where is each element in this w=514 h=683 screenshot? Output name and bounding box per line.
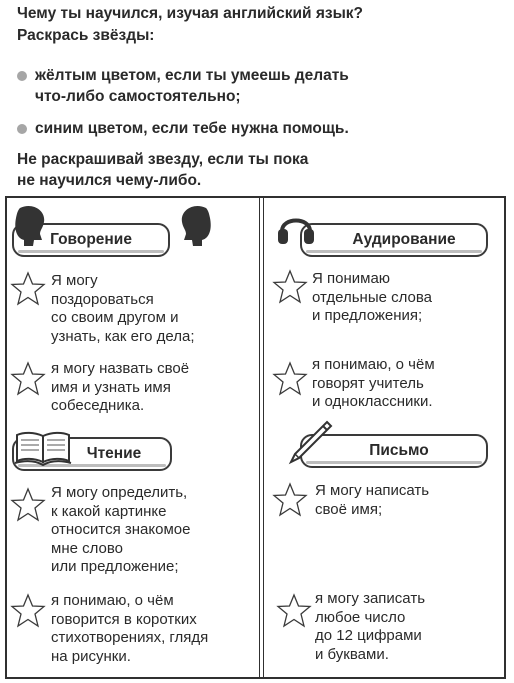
skill-listening-teacher bbox=[312, 356, 435, 412]
note-line2: не научился чему-либо. bbox=[17, 172, 202, 189]
skill-line: Я могу bbox=[51, 272, 98, 289]
skill-speaking-name bbox=[51, 360, 189, 416]
headphones-icon bbox=[276, 207, 316, 252]
skill-line: Я понимаю bbox=[312, 270, 391, 287]
skill-line: или предложение; bbox=[51, 558, 179, 576]
star-outline-icon[interactable] bbox=[10, 487, 46, 523]
skill-reading-poems bbox=[51, 592, 208, 666]
talking-head-right-icon bbox=[176, 204, 214, 255]
section-title-speaking: Говорение bbox=[50, 231, 132, 248]
bullet-blue-text: синим цветом, если тебе нужна помощь. bbox=[35, 120, 349, 137]
skill-line: и одноклассники. bbox=[312, 393, 433, 411]
star-outline-icon[interactable] bbox=[10, 361, 46, 397]
skill-line: я могу назвать своё bbox=[51, 360, 190, 377]
section-title-writing: Письмо bbox=[369, 442, 429, 459]
skill-line: со своим другом и bbox=[51, 309, 179, 327]
column-divider bbox=[259, 198, 260, 677]
skill-line: своё имя; bbox=[315, 500, 383, 518]
pen-icon bbox=[283, 418, 333, 473]
skill-line: говорится в коротких bbox=[51, 610, 197, 628]
skill-line: я понимаю, о чём bbox=[51, 592, 174, 609]
skill-line: поздороваться bbox=[51, 290, 154, 308]
star-outline-icon[interactable] bbox=[10, 593, 46, 629]
open-book-icon bbox=[14, 430, 72, 471]
skill-line: я понимаю, о чём bbox=[312, 356, 435, 373]
bullet-yellow bbox=[17, 65, 349, 107]
star-outline-icon[interactable] bbox=[272, 482, 308, 518]
section-header-listening bbox=[300, 223, 488, 257]
skill-line: относится знакомое bbox=[51, 521, 191, 539]
column-divider bbox=[263, 198, 264, 677]
instruction-heading: Раскрась звёзды: bbox=[17, 27, 155, 44]
header-shadow bbox=[306, 250, 482, 253]
skill-speaking-greet bbox=[51, 272, 195, 346]
star-outline-icon[interactable] bbox=[272, 361, 308, 397]
note bbox=[17, 149, 308, 191]
talking-head-left-icon bbox=[12, 204, 48, 253]
note-line1: Не раскрашивай звезду, если ты пока bbox=[17, 151, 309, 168]
skill-line: имя и узнать имя bbox=[51, 378, 171, 396]
skill-line: и предложения; bbox=[312, 307, 423, 325]
bullet-dot-icon bbox=[17, 71, 27, 81]
skill-reading-match bbox=[51, 484, 190, 577]
skill-line: собеседника. bbox=[51, 397, 145, 415]
skill-line: мне слово bbox=[51, 539, 124, 557]
section-title-listening: Аудирование bbox=[352, 231, 456, 248]
skill-line: отдельные слова bbox=[312, 288, 433, 306]
bullet-blue bbox=[17, 118, 349, 139]
bullet-yellow-line1: жёлтым цветом, если ты умеешь делать bbox=[35, 67, 349, 84]
skill-line: Я могу написать bbox=[315, 482, 430, 499]
skill-line: любое число bbox=[315, 608, 406, 626]
skill-line: Я могу определить, bbox=[51, 484, 188, 501]
skill-listening-words bbox=[312, 270, 432, 326]
skill-line: и буквами. bbox=[315, 645, 389, 663]
skill-writing-name bbox=[315, 482, 429, 519]
skill-line: узнать, как его дела; bbox=[51, 327, 195, 345]
star-outline-icon[interactable] bbox=[276, 593, 312, 629]
star-outline-icon[interactable] bbox=[272, 269, 308, 305]
skill-line: стихотворениях, глядя bbox=[51, 629, 209, 647]
skill-line: говорят учитель bbox=[312, 374, 424, 392]
bullet-yellow-line2: что-либо самостоятельно; bbox=[35, 88, 241, 105]
skill-line: к какой картинке bbox=[51, 502, 167, 520]
skill-writing-numbers bbox=[315, 590, 425, 664]
skill-line: на рисунки. bbox=[51, 647, 131, 665]
question-heading: Чему ты научился, изучая английский язык? bbox=[17, 5, 364, 22]
skill-line: я могу записать bbox=[315, 590, 426, 607]
star-outline-icon[interactable] bbox=[10, 271, 46, 307]
bullet-dot-icon bbox=[17, 124, 27, 134]
skill-line: до 12 цифрами bbox=[315, 627, 422, 645]
section-title-reading: Чтение bbox=[86, 445, 142, 462]
